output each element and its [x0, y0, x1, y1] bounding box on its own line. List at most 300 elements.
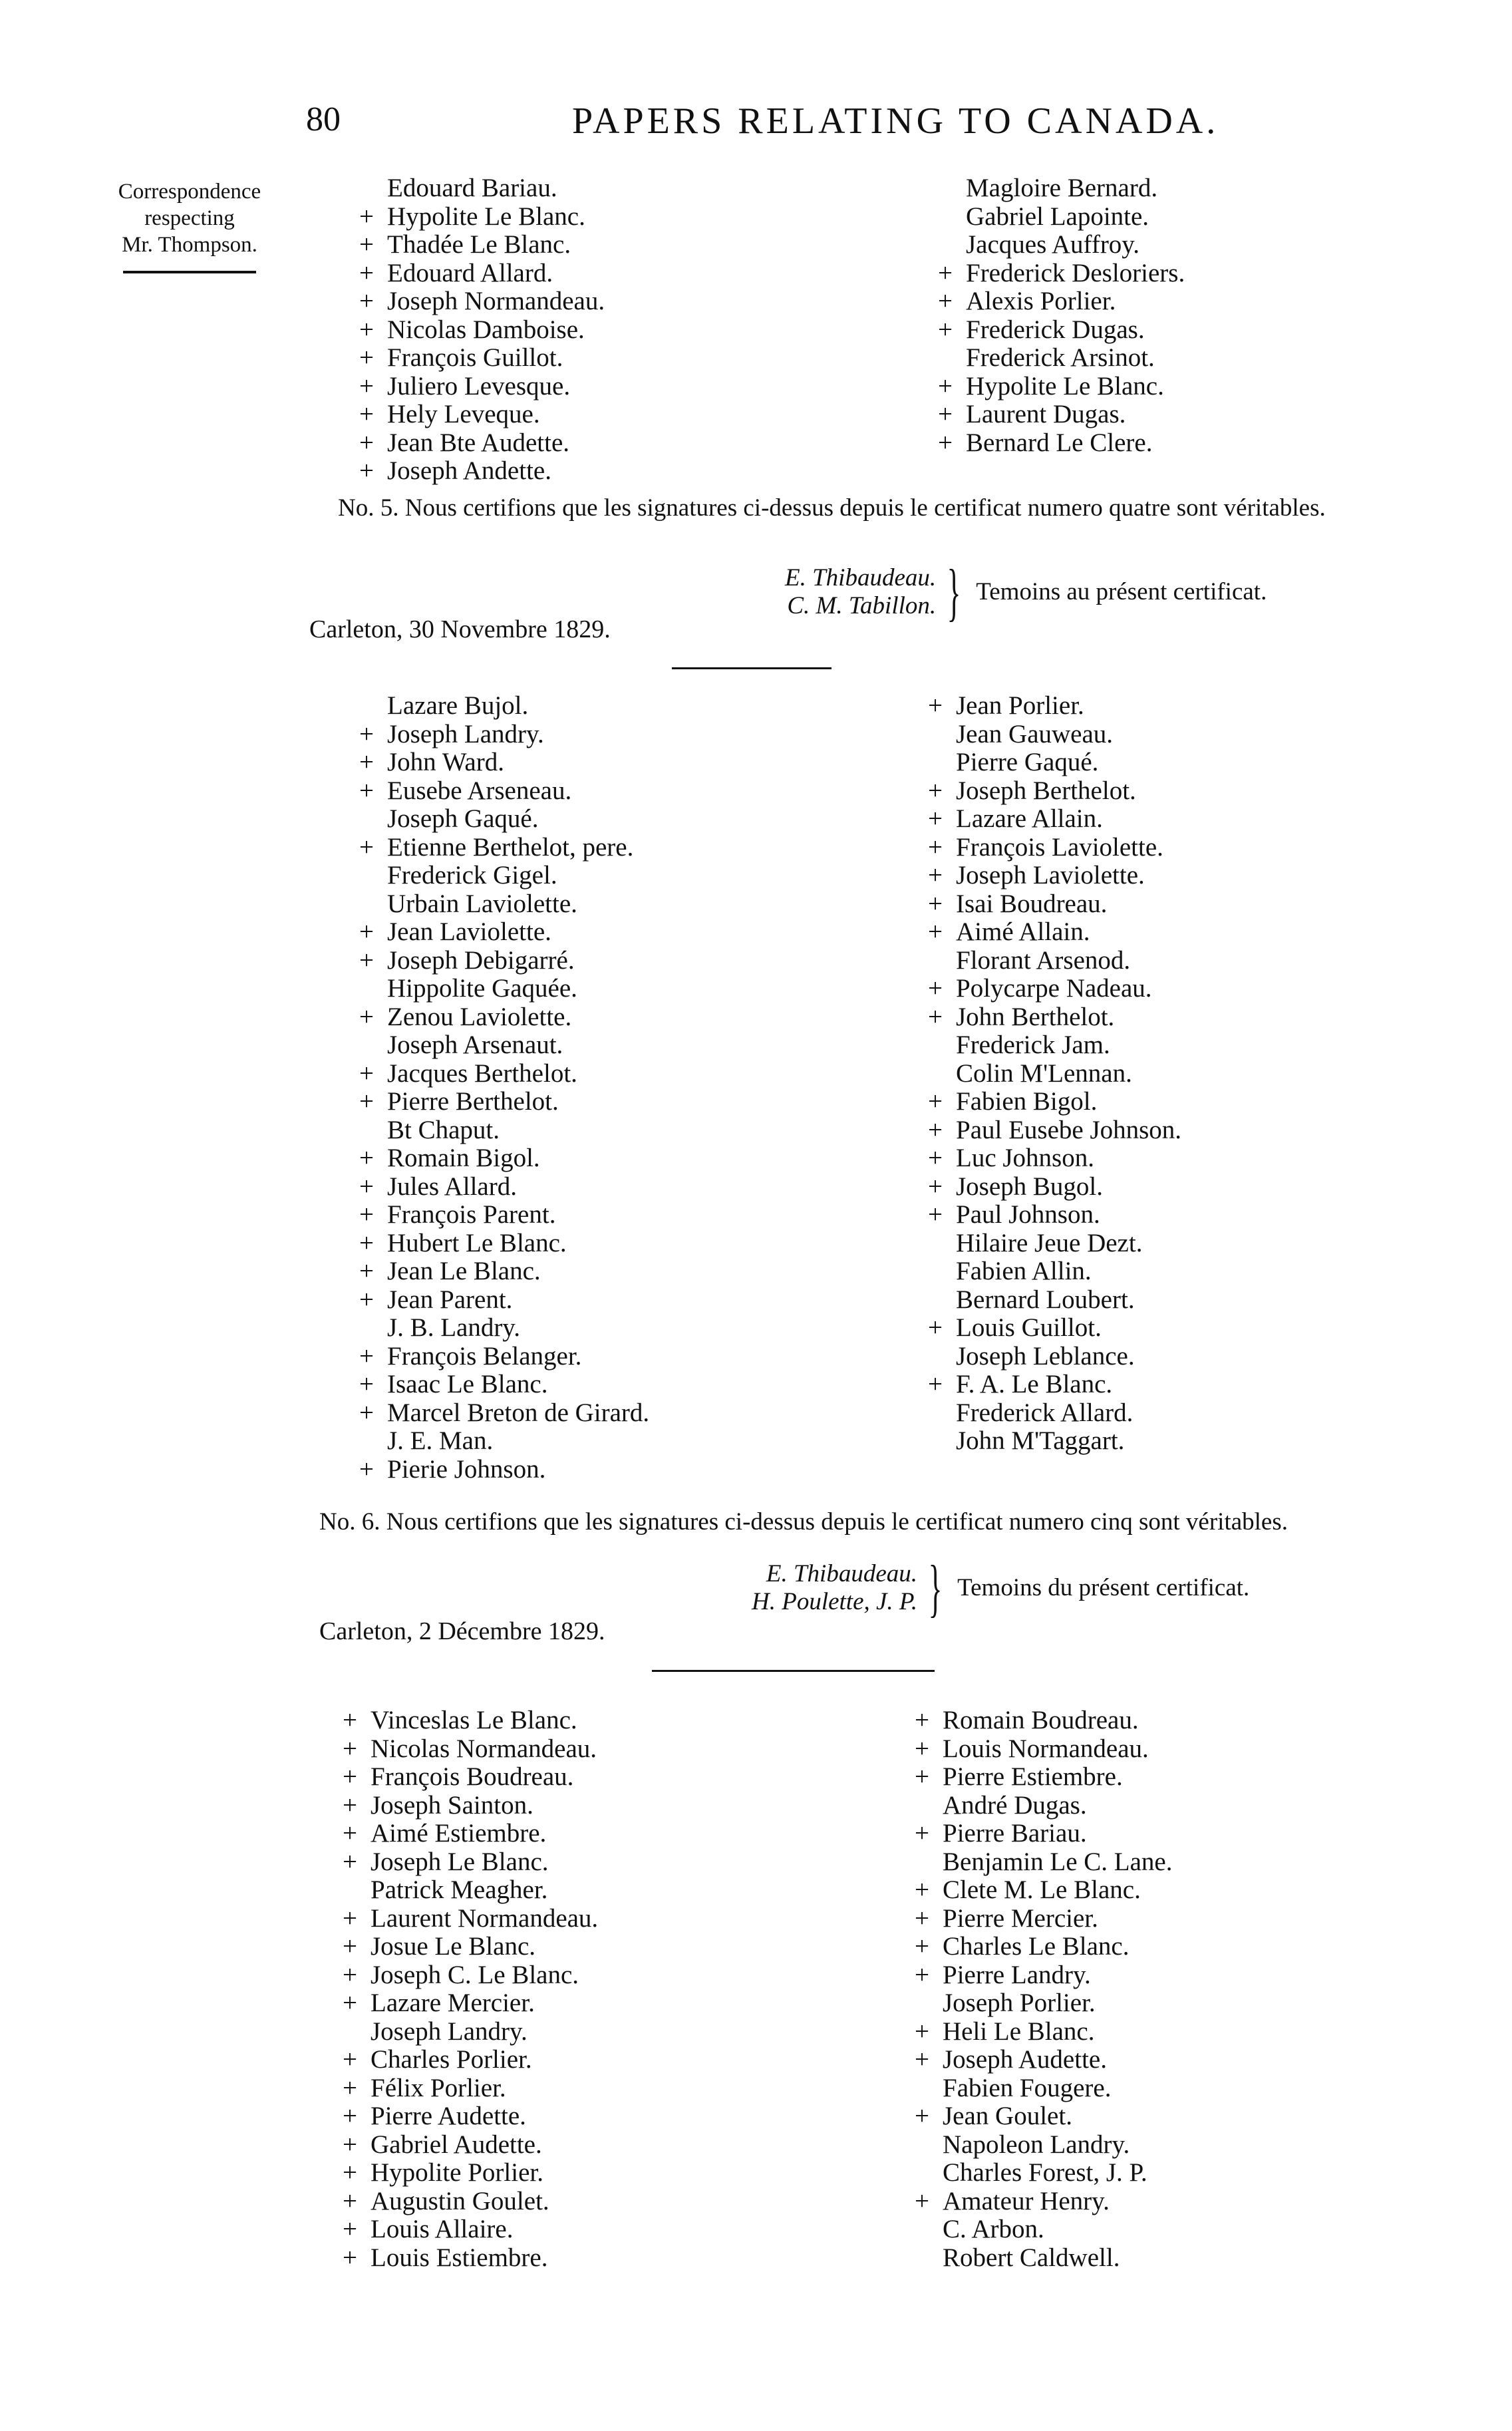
signatory-name: Lazare Allain.: [956, 804, 1103, 833]
signatory-name: Romain Boudreau.: [943, 1706, 1139, 1734]
signature-entry: [928, 1116, 1181, 1145]
signature-entry: [343, 1876, 598, 1905]
signatory-name: Joseph Audette.: [943, 2045, 1107, 2074]
signatory-name: Bernard Loubert.: [956, 1285, 1135, 1314]
margin-note: [100, 178, 279, 258]
cross-mark: +: [915, 1932, 929, 1961]
signature-entry: [359, 862, 649, 890]
signature-entry: [359, 429, 605, 458]
signatory-name: Romain Bigol.: [387, 1144, 540, 1172]
signature-list-left: [359, 174, 605, 486]
signature-entry: [359, 947, 649, 975]
signatory-name: Hippolite Gaquée.: [387, 974, 577, 1003]
signatory-name: Pierre Bariau.: [943, 1819, 1087, 1848]
cross-mark: +: [359, 343, 374, 372]
certificate-text: Nous certifions que les signatures ci-dessus depuis le certificat numero quatre sont véritables.: [404, 494, 1326, 522]
signatory-name: Pierre Audette.: [371, 2102, 526, 2130]
signatory-name: Joseph Debigarré.: [387, 945, 575, 975]
signature-entry: [359, 1456, 649, 1484]
signatory-name: Joseph Sainton.: [371, 1790, 533, 1820]
running-title: PAPERS RELATING TO CANADA.: [572, 100, 1219, 142]
signature-entry: [928, 1343, 1181, 1371]
signatory-name: John Berthelot.: [956, 1002, 1115, 1031]
certificate-paragraph: [311, 494, 1402, 523]
signature-entry: [938, 316, 1185, 345]
signatory-name: François Guillot.: [387, 343, 563, 372]
signatory-name: Luc Johnson.: [956, 1144, 1094, 1172]
signatory-name: F. A. Le Blanc.: [956, 1370, 1113, 1398]
signatory-name: Josue Le Blanc.: [371, 1932, 536, 1961]
signatory-name: Jean Goulet.: [943, 2102, 1072, 2130]
signature-entry: [915, 2074, 1172, 2103]
signature-entry: [359, 777, 649, 806]
cross-mark: +: [928, 861, 943, 890]
signature-entry: [915, 1735, 1172, 1764]
signature-entry: [359, 1343, 649, 1371]
signature-entry: [915, 2102, 1172, 2131]
cross-mark: +: [928, 974, 943, 1003]
cross-mark: +: [915, 1734, 929, 1763]
cross-mark: +: [359, 428, 374, 457]
signatory-name: Etienne Berthelot, pere.: [387, 832, 634, 862]
signatory-name: Jacques Berthelot.: [387, 1058, 577, 1088]
signatory-name: Amateur Henry.: [943, 2186, 1110, 2215]
signatory-name: Robert Caldwell.: [943, 2243, 1120, 2272]
signatory-name: Nicolas Damboise.: [387, 315, 585, 344]
cross-mark: +: [359, 371, 374, 401]
signatory-name: Polycarpe Nadeau.: [956, 974, 1152, 1003]
signatory-name: Frederick Arsinot.: [966, 343, 1155, 372]
signatory-name: Jean Laviolette.: [387, 917, 551, 946]
cross-mark: +: [928, 804, 943, 833]
signature-entry: [928, 1427, 1181, 1456]
brace-symbol: }: [928, 1552, 943, 1623]
signature-entry: [343, 2215, 598, 2244]
certificate-number: No. 6.: [319, 1508, 380, 1536]
certificate-text: Nous certifions que les signatures ci-dessus depuis le certificat numero cinq sont véritables.: [386, 1508, 1288, 1536]
signatory-name: Florant Arsenod.: [956, 945, 1131, 975]
cross-mark: +: [928, 1002, 943, 1031]
signature-list-right: [928, 692, 1181, 1456]
signature-entry: [343, 1706, 598, 1735]
signatory-name: Pierre Berthelot.: [387, 1087, 559, 1116]
signature-entry: [359, 1116, 649, 1145]
signatory-name: Charles Forest, J. P.: [943, 2158, 1147, 2187]
cross-mark: +: [343, 1847, 357, 1876]
place-date: Carleton, 30 Novembre 1829.: [309, 615, 611, 643]
signature-entry: [359, 748, 649, 777]
signature-entry: [359, 1003, 649, 1032]
signatory-name: André Dugas.: [943, 1790, 1087, 1820]
signatory-name: Jacques Auffroy.: [966, 230, 1140, 259]
cross-mark: +: [343, 1706, 357, 1734]
cross-mark: +: [928, 1313, 943, 1342]
signature-entry: [359, 203, 605, 232]
signatory-name: Joseph C. Le Blanc.: [371, 1960, 579, 1989]
cross-mark: +: [938, 428, 953, 457]
signature-entry: [359, 457, 605, 486]
signature-entry: [928, 721, 1181, 749]
signatory-name: Paul Eusebe Johnson.: [956, 1115, 1182, 1144]
signatory-name: Jean Parent.: [387, 1285, 513, 1314]
signatory-name: Joseph Laviolette.: [956, 861, 1145, 890]
signature-list-right: [915, 1706, 1172, 2272]
signature-entry: [343, 1848, 598, 1877]
signature-entry: [343, 2131, 598, 2160]
signatory-name: Laurent Normandeau.: [371, 1903, 599, 1933]
section-separator: [652, 1670, 935, 1672]
signature-entry: [928, 1286, 1181, 1315]
cross-mark: +: [359, 719, 374, 748]
witness-name: E. Thibaudeau.: [766, 1560, 918, 1587]
signature-entry: [928, 1371, 1181, 1399]
cross-mark: +: [343, 2073, 357, 2102]
signatory-name: Napoleon Landry.: [943, 2130, 1130, 2159]
signatory-name: Frederick Jam.: [956, 1031, 1110, 1059]
signature-entry: [928, 1399, 1181, 1428]
signatory-name: Joseph Landry.: [387, 719, 544, 748]
signatory-name: Joseph Arsenaut.: [387, 1031, 563, 1059]
signature-entry: [928, 805, 1181, 834]
place-date: Carleton, 2 Décembre 1829.: [319, 1617, 605, 1645]
signature-entry: [915, 1706, 1172, 1735]
cross-mark: +: [359, 1172, 374, 1201]
signature-entry: [343, 2244, 598, 2273]
cross-mark: +: [915, 2017, 929, 2046]
margin-note-rule: [123, 271, 256, 273]
signature-entry: [359, 1399, 649, 1428]
signature-entry: [915, 1792, 1172, 1820]
signatory-name: Hypolite Le Blanc.: [387, 202, 585, 231]
signatory-name: Joseph Landry.: [371, 2017, 528, 2046]
cross-mark: +: [928, 1115, 943, 1144]
cross-mark: +: [359, 945, 374, 975]
signatory-name: François Belanger.: [387, 1341, 582, 1371]
witness-names: [785, 564, 936, 620]
cross-mark: +: [359, 917, 374, 946]
signatory-name: Nicolas Normandeau.: [371, 1734, 597, 1763]
cross-mark: +: [938, 371, 953, 401]
signature-entry: [343, 1820, 598, 1848]
cross-mark: +: [343, 1819, 357, 1848]
signatory-name: Fabien Allin.: [956, 1257, 1092, 1285]
cross-mark: +: [359, 258, 374, 287]
signature-entry: [938, 231, 1185, 259]
witness-name: C. M. Tabillon.: [787, 592, 937, 619]
signatory-name: Charles Porlier.: [371, 2045, 532, 2074]
page-number: 80: [306, 100, 341, 138]
signatory-name: François Boudreau.: [371, 1762, 574, 1791]
signature-list-left: [359, 692, 649, 1484]
signatory-name: Paul Johnson.: [956, 1200, 1100, 1229]
signature-entry: [343, 2102, 598, 2131]
signature-entry: [359, 231, 605, 259]
signature-entry: [343, 2046, 598, 2074]
signature-entry: [938, 373, 1185, 401]
signatory-name: Bt Chaput.: [387, 1115, 500, 1144]
signature-entry: [915, 1989, 1172, 2018]
signature-entry: [343, 2074, 598, 2103]
signatory-name: C. Arbon.: [943, 2215, 1044, 2243]
signature-entry: [359, 174, 605, 203]
signatory-name: Joseph Bugol.: [956, 1172, 1104, 1201]
signatory-name: John Ward.: [387, 748, 504, 776]
cross-mark: +: [359, 776, 374, 805]
certificate-number: No. 5.: [338, 494, 399, 522]
cross-mark: +: [359, 1200, 374, 1229]
cross-mark: +: [359, 315, 374, 344]
cross-mark: +: [343, 1932, 357, 1961]
signature-entry: [343, 1792, 598, 1820]
witness-block: [785, 556, 1267, 627]
signatory-name: Edouard Allard.: [387, 258, 553, 287]
signature-entry: [359, 287, 605, 316]
signature-entry: [915, 2046, 1172, 2074]
signature-entry: [359, 344, 605, 373]
brace-symbol: }: [947, 556, 961, 627]
signature-entry: [359, 1173, 649, 1202]
signature-entry: [359, 259, 605, 288]
cross-mark: +: [359, 1002, 374, 1031]
signatory-name: Joseph Le Blanc.: [371, 1847, 549, 1876]
signature-entry: [928, 1173, 1181, 1202]
signature-entry: [928, 1060, 1181, 1088]
cross-mark: +: [343, 1989, 357, 2017]
signature-entry: [938, 401, 1185, 429]
cross-mark: +: [359, 1341, 374, 1371]
cross-mark: +: [359, 1398, 374, 1427]
cross-mark: +: [928, 1370, 943, 1398]
witness-name: E. Thibaudeau.: [785, 564, 937, 591]
signature-entry: [915, 1763, 1172, 1792]
cross-mark: +: [343, 2130, 357, 2159]
signatory-name: Aimé Estiembre.: [371, 1819, 547, 1848]
signature-entry: [359, 975, 649, 1003]
cross-mark: +: [928, 917, 943, 946]
signature-entry: [359, 890, 649, 919]
cross-mark: +: [915, 1960, 929, 1989]
signature-entry: [915, 1876, 1172, 1905]
signatory-name: Clete M. Le Blanc.: [943, 1875, 1141, 1904]
cross-mark: +: [359, 1058, 374, 1088]
witness-names: [752, 1560, 917, 1616]
cross-mark: +: [928, 1172, 943, 1201]
signature-entry: [359, 805, 649, 834]
signatory-name: Colin M'Lennan.: [956, 1058, 1132, 1088]
signature-entry: [359, 1229, 649, 1258]
signatory-name: J. B. Landry.: [387, 1313, 521, 1342]
signatory-name: Louis Normandeau.: [943, 1734, 1149, 1763]
signature-entry: [915, 1820, 1172, 1848]
signature-entry: [928, 1144, 1181, 1173]
signatory-name: Isai Boudreau.: [956, 889, 1108, 918]
cross-mark: +: [915, 2045, 929, 2074]
signatory-name: Aimé Allain.: [956, 917, 1090, 946]
margin-note-line: Mr. Thompson.: [122, 233, 257, 257]
cross-mark: +: [343, 2045, 357, 2074]
cross-mark: +: [938, 315, 953, 344]
cross-mark: +: [343, 2158, 357, 2187]
signature-entry: [343, 1961, 598, 1990]
signatory-name: Joseph Leblance.: [956, 1341, 1135, 1371]
signatory-name: Vinceslas Le Blanc.: [371, 1706, 577, 1734]
signatory-name: Gabriel Lapointe.: [966, 202, 1149, 231]
signatory-name: Laurent Dugas.: [966, 400, 1126, 428]
signatory-name: Juliero Levesque.: [387, 371, 571, 401]
signature-entry: [928, 1031, 1181, 1060]
signatory-name: Frederick Allard.: [956, 1398, 1134, 1427]
signatory-name: Pierie Johnson.: [387, 1454, 546, 1484]
signature-entry: [343, 1933, 598, 1961]
signature-entry: [928, 918, 1181, 947]
signature-entry: [359, 834, 649, 862]
signature-entry: [359, 316, 605, 345]
signatory-name: Edouard Bariau.: [387, 174, 557, 202]
cross-mark: +: [359, 287, 374, 315]
witness-role: Temoins du présent certificat.: [957, 1574, 1250, 1601]
cross-mark: +: [359, 748, 374, 776]
signatory-name: Bernard Le Clere.: [966, 428, 1153, 457]
signature-entry: [359, 1286, 649, 1315]
signature-entry: [928, 862, 1181, 890]
signatory-name: Isaac Le Blanc.: [387, 1370, 548, 1398]
cross-mark: +: [938, 287, 953, 315]
signature-entry: [359, 401, 605, 429]
signatory-name: Zenou Laviolette.: [387, 1002, 572, 1031]
signature-entry: [928, 777, 1181, 806]
cross-mark: +: [359, 202, 374, 231]
signature-entry: [915, 2244, 1172, 2273]
signatory-name: Jean Porlier.: [956, 691, 1084, 720]
cross-mark: +: [343, 1734, 357, 1763]
witness-role: Temoins au présent certificat.: [976, 578, 1267, 605]
cross-mark: +: [359, 1228, 374, 1257]
signature-entry: [928, 1314, 1181, 1343]
cross-mark: +: [915, 1875, 929, 1904]
cross-mark: +: [915, 1706, 929, 1734]
cross-mark: +: [915, 2186, 929, 2215]
cross-mark: +: [359, 1285, 374, 1314]
signatory-name: Heli Le Blanc.: [943, 2017, 1095, 2046]
signature-list-left: [343, 1706, 598, 2272]
signature-entry: [343, 1735, 598, 1764]
signature-entry: [915, 2188, 1172, 2216]
signatory-name: Félix Porlier.: [371, 2073, 506, 2102]
cross-mark: +: [915, 1819, 929, 1848]
margin-note-line: respecting: [144, 206, 235, 230]
signature-entry: [359, 1144, 649, 1173]
signature-entry: [938, 287, 1185, 316]
signatory-name: François Laviolette.: [956, 832, 1163, 862]
cross-mark: +: [928, 1087, 943, 1116]
cross-mark: +: [343, 1762, 357, 1791]
cross-mark: +: [928, 691, 943, 720]
cross-mark: +: [343, 2215, 357, 2243]
signatory-name: Jean Bte Audette.: [387, 428, 570, 457]
signature-entry: [343, 2188, 598, 2216]
witness-name: H. Poulette, J. P.: [752, 1588, 918, 1615]
cross-mark: +: [359, 400, 374, 428]
signature-entry: [928, 975, 1181, 1003]
signature-entry: [928, 692, 1181, 721]
signature-entry: [938, 203, 1185, 232]
signatory-name: Marcel Breton de Girard.: [387, 1398, 650, 1427]
cross-mark: +: [343, 1903, 357, 1933]
signatory-name: Joseph Normandeau.: [387, 287, 605, 315]
signature-entry: [359, 1088, 649, 1116]
signatory-name: Joseph Gaqué.: [387, 804, 539, 833]
signatory-name: Lazare Mercier.: [371, 1989, 535, 2017]
signature-entry: [928, 1201, 1181, 1229]
signature-entry: [343, 1905, 598, 1933]
cross-mark: +: [915, 2102, 929, 2130]
signature-entry: [359, 373, 605, 401]
signatory-name: Joseph Andette.: [387, 456, 551, 485]
signature-entry: [359, 918, 649, 947]
signature-entry: [928, 834, 1181, 862]
signature-entry: [928, 1257, 1181, 1286]
cross-mark: +: [359, 1454, 374, 1484]
signatory-name: François Parent.: [387, 1200, 556, 1229]
certificate-paragraph: [293, 1508, 1397, 1537]
cross-mark: +: [928, 832, 943, 862]
signature-entry: [928, 1003, 1181, 1032]
cross-mark: +: [359, 1087, 374, 1116]
signatory-name: J. E. Man.: [387, 1426, 494, 1455]
signature-entry: [915, 2215, 1172, 2244]
signatory-name: Pierre Estiembre.: [943, 1762, 1123, 1791]
signatory-name: Hypolite Porlier.: [371, 2158, 543, 2187]
signature-entry: [915, 2018, 1172, 2046]
signature-entry: [359, 1314, 649, 1343]
signature-entry: [938, 259, 1185, 288]
signatory-name: Patrick Meagher.: [371, 1875, 548, 1904]
signatory-name: Hubert Le Blanc.: [387, 1228, 567, 1257]
cross-mark: +: [915, 1762, 929, 1791]
witness-block: [752, 1552, 1250, 1623]
signature-list-right: [938, 174, 1185, 457]
signatory-name: Jules Allard.: [387, 1172, 517, 1201]
cross-mark: +: [359, 832, 374, 862]
cross-mark: +: [938, 258, 953, 287]
signatory-name: Louis Estiembre.: [371, 2243, 548, 2272]
cross-mark: +: [928, 1200, 943, 1229]
signatory-name: Jean Le Blanc.: [387, 1257, 541, 1285]
signature-entry: [928, 1088, 1181, 1116]
signatory-name: Frederick Gigel.: [387, 861, 557, 890]
signatory-name: Eusebe Arseneau.: [387, 776, 572, 805]
cross-mark: +: [359, 1370, 374, 1398]
signature-entry: [915, 1961, 1172, 1990]
margin-note-line: Correspondence: [118, 180, 261, 204]
signatory-name: Magloire Bernard.: [966, 174, 1158, 202]
signature-entry: [938, 344, 1185, 373]
signature-entry: [359, 1257, 649, 1286]
signatory-name: Urbain Laviolette.: [387, 889, 577, 918]
signatory-name: Fabien Bigol.: [956, 1087, 1098, 1116]
signature-entry: [915, 1933, 1172, 1961]
signatory-name: Hypolite Le Blanc.: [966, 371, 1164, 401]
cross-mark: +: [343, 2243, 357, 2272]
signatory-name: Lazare Bujol.: [387, 691, 529, 720]
signatory-name: Fabien Fougere.: [943, 2073, 1112, 2102]
signature-entry: [915, 1848, 1172, 1877]
signatory-name: Louis Guillot.: [956, 1313, 1102, 1342]
signatory-name: Pierre Mercier.: [943, 1903, 1098, 1933]
signature-entry: [359, 1427, 649, 1456]
cross-mark: +: [359, 1257, 374, 1285]
signatory-name: Hilaire Jeue Dezt.: [956, 1228, 1143, 1257]
